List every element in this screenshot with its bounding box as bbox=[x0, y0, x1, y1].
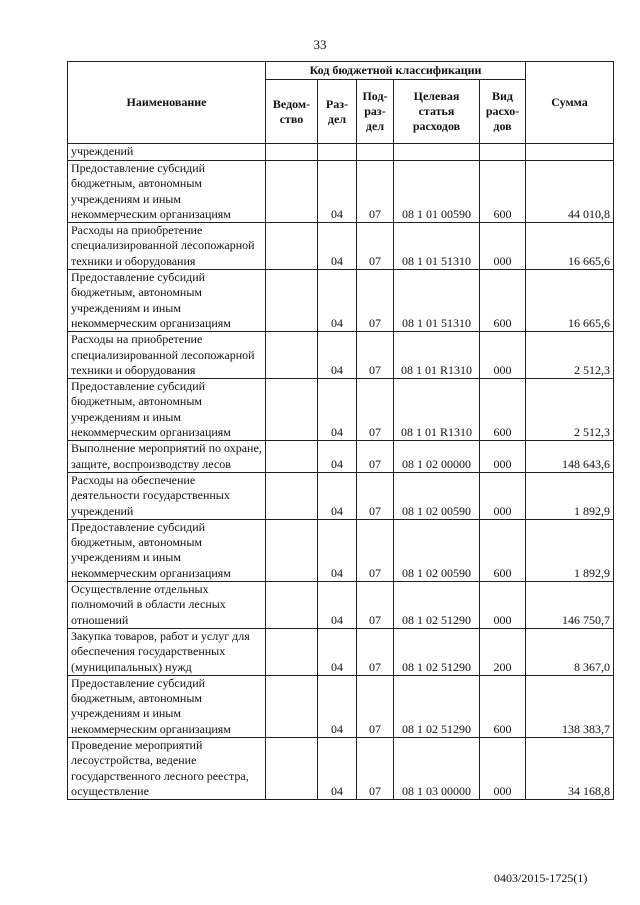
row-expense-type-cell: 000 bbox=[480, 582, 526, 629]
header-classification-code: Код бюджетной классификации bbox=[266, 62, 526, 80]
row-name-cell: Осуществление отдельных полномочий в области лесных отношений bbox=[68, 582, 266, 629]
row-target-article-cell: 08 1 02 51290 bbox=[394, 628, 480, 675]
row-razdel-cell: 04 bbox=[318, 379, 357, 441]
row-target-article-cell: 08 1 01 R1310 bbox=[394, 332, 480, 379]
row-name-cell: Расходы на обеспечение деятельности государственных учреждений bbox=[68, 472, 266, 519]
row-podrazdel-cell: 07 bbox=[357, 223, 394, 270]
header-sum: Сумма bbox=[526, 62, 614, 144]
row-sum-cell: 2 512,3 bbox=[526, 379, 614, 441]
row-expense-type-cell: 600 bbox=[480, 379, 526, 441]
row-name-cell: Расходы на приобретение специализированной лесопожарной техники и оборудования bbox=[68, 332, 266, 379]
table-row bbox=[68, 379, 614, 441]
row-name-cell: Предоставление субсидий бюджетным, автономным учреждениям и иным некоммерческим организациям bbox=[68, 379, 266, 441]
row-vedomstvo-cell bbox=[266, 332, 318, 379]
header-expense-type: Вид расхо-дов bbox=[480, 80, 526, 144]
row-name-cell: Расходы на приобретение специализированной лесопожарной техники и оборудования bbox=[68, 223, 266, 270]
row-sum-cell: 1 892,9 bbox=[526, 472, 614, 519]
table-row bbox=[68, 270, 614, 332]
table-row bbox=[68, 441, 614, 473]
row-podrazdel-cell: 07 bbox=[357, 472, 394, 519]
row-vedomstvo-cell bbox=[266, 379, 318, 441]
row-target-article-cell: 08 1 02 00590 bbox=[394, 519, 480, 581]
row-podrazdel-cell: 07 bbox=[357, 379, 394, 441]
row-vedomstvo-cell bbox=[266, 582, 318, 629]
row-podrazdel-cell: 07 bbox=[357, 441, 394, 473]
row-sum-cell: 8 367,0 bbox=[526, 628, 614, 675]
row-expense-type-cell: 600 bbox=[480, 675, 526, 737]
row-expense-type-cell: 000 bbox=[480, 441, 526, 473]
row-sum-cell: 148 643,6 bbox=[526, 441, 614, 473]
row-target-article-cell: 08 1 01 R1310 bbox=[394, 379, 480, 441]
header-name: Наименование bbox=[68, 62, 266, 144]
row-name-cell: Предоставление субсидий бюджетным, автономным учреждениям и иным некоммерческим организациям bbox=[68, 675, 266, 737]
table-row bbox=[68, 675, 614, 737]
continuation-row bbox=[68, 144, 614, 161]
row-razdel-cell: 04 bbox=[318, 519, 357, 581]
row-podrazdel-cell: 07 bbox=[357, 675, 394, 737]
row-razdel-cell: 04 bbox=[318, 223, 357, 270]
row-razdel-cell: 04 bbox=[318, 270, 357, 332]
table-row bbox=[68, 519, 614, 581]
row-podrazdel-cell: 07 bbox=[357, 270, 394, 332]
row-razdel-cell: 04 bbox=[318, 441, 357, 473]
row-target-article-cell: 08 1 02 51290 bbox=[394, 582, 480, 629]
row-sum-cell: 44 010,8 bbox=[526, 161, 614, 223]
row-vedomstvo-cell bbox=[266, 519, 318, 581]
table-row bbox=[68, 332, 614, 379]
row-name-cell: Предоставление субсидий бюджетным, автономным учреждениям и иным некоммерческим организациям bbox=[68, 270, 266, 332]
row-name-cell: Предоставление субсидий бюджетным, автономным учреждениям и иным некоммерческим организациям bbox=[68, 161, 266, 223]
row-sum-cell: 16 665,6 bbox=[526, 270, 614, 332]
row-sum-cell: 2 512,3 bbox=[526, 332, 614, 379]
page-number: 33 bbox=[313, 37, 327, 52]
row-vedomstvo-cell bbox=[266, 737, 318, 799]
row-razdel-cell: 04 bbox=[318, 161, 357, 223]
table-row bbox=[68, 472, 614, 519]
row-name-cell: Предоставление субсидий бюджетным, автономным учреждениям и иным некоммерческим организациям bbox=[68, 519, 266, 581]
row-expense-type-cell: 600 bbox=[480, 519, 526, 581]
header-razdel: Раз-дел bbox=[318, 80, 357, 144]
row-target-article-cell: 08 1 01 51310 bbox=[394, 270, 480, 332]
row-razdel-cell: 04 bbox=[318, 628, 357, 675]
row-sum-cell: 34 168,8 bbox=[526, 737, 614, 799]
table-row bbox=[68, 161, 614, 223]
row-vedomstvo-cell bbox=[266, 675, 318, 737]
continuation-cell: учреждений bbox=[68, 144, 266, 161]
row-expense-type-cell: 000 bbox=[480, 737, 526, 799]
row-sum-cell: 16 665,6 bbox=[526, 223, 614, 270]
table-row bbox=[68, 223, 614, 270]
row-sum-cell: 146 750,7 bbox=[526, 582, 614, 629]
row-name-cell: Выполнение мероприятий по охране, защите, воспроизводству лесов bbox=[68, 441, 266, 473]
row-name-cell: Проведение мероприятий лесоустройства, ведение государственного лесного реестра, осуществление bbox=[68, 737, 266, 799]
row-razdel-cell: 04 bbox=[318, 582, 357, 629]
row-podrazdel-cell: 07 bbox=[357, 582, 394, 629]
row-razdel-cell: 04 bbox=[318, 332, 357, 379]
row-razdel-cell: 04 bbox=[318, 472, 357, 519]
row-target-article-cell: 08 1 02 51290 bbox=[394, 675, 480, 737]
row-podrazdel-cell: 07 bbox=[357, 161, 394, 223]
row-expense-type-cell: 600 bbox=[480, 270, 526, 332]
row-vedomstvo-cell bbox=[266, 161, 318, 223]
row-vedomstvo-cell bbox=[266, 441, 318, 473]
header-vedomstvo: Ведом-ство bbox=[266, 80, 318, 144]
header-target-article: Целевая статья расходов bbox=[394, 80, 480, 144]
row-expense-type-cell: 000 bbox=[480, 472, 526, 519]
row-vedomstvo-cell bbox=[266, 628, 318, 675]
row-target-article-cell: 08 1 02 00590 bbox=[394, 472, 480, 519]
budget-table bbox=[67, 61, 614, 800]
row-name-cell: Закупка товаров, работ и услуг для обеспечения государственных (муниципальных) нужд bbox=[68, 628, 266, 675]
document-code: 0403/2015-1725(1) bbox=[494, 871, 588, 885]
row-expense-type-cell: 600 bbox=[480, 161, 526, 223]
table-row bbox=[68, 737, 614, 799]
row-target-article-cell: 08 1 01 51310 bbox=[394, 223, 480, 270]
row-sum-cell: 138 383,7 bbox=[526, 675, 614, 737]
row-expense-type-cell: 200 bbox=[480, 628, 526, 675]
row-target-article-cell: 08 1 02 00000 bbox=[394, 441, 480, 473]
row-podrazdel-cell: 07 bbox=[357, 737, 394, 799]
row-expense-type-cell: 000 bbox=[480, 223, 526, 270]
table-row bbox=[68, 628, 614, 675]
row-expense-type-cell: 000 bbox=[480, 332, 526, 379]
row-podrazdel-cell: 07 bbox=[357, 332, 394, 379]
row-podrazdel-cell: 07 bbox=[357, 519, 394, 581]
row-sum-cell: 1 892,9 bbox=[526, 519, 614, 581]
row-vedomstvo-cell bbox=[266, 270, 318, 332]
row-target-article-cell: 08 1 03 00000 bbox=[394, 737, 480, 799]
row-razdel-cell: 04 bbox=[318, 675, 357, 737]
row-vedomstvo-cell bbox=[266, 223, 318, 270]
header-podrazdel: Под-раз-дел bbox=[357, 80, 394, 144]
table-row bbox=[68, 582, 614, 629]
row-target-article-cell: 08 1 01 00590 bbox=[394, 161, 480, 223]
row-podrazdel-cell: 07 bbox=[357, 628, 394, 675]
row-razdel-cell: 04 bbox=[318, 737, 357, 799]
row-vedomstvo-cell bbox=[266, 472, 318, 519]
